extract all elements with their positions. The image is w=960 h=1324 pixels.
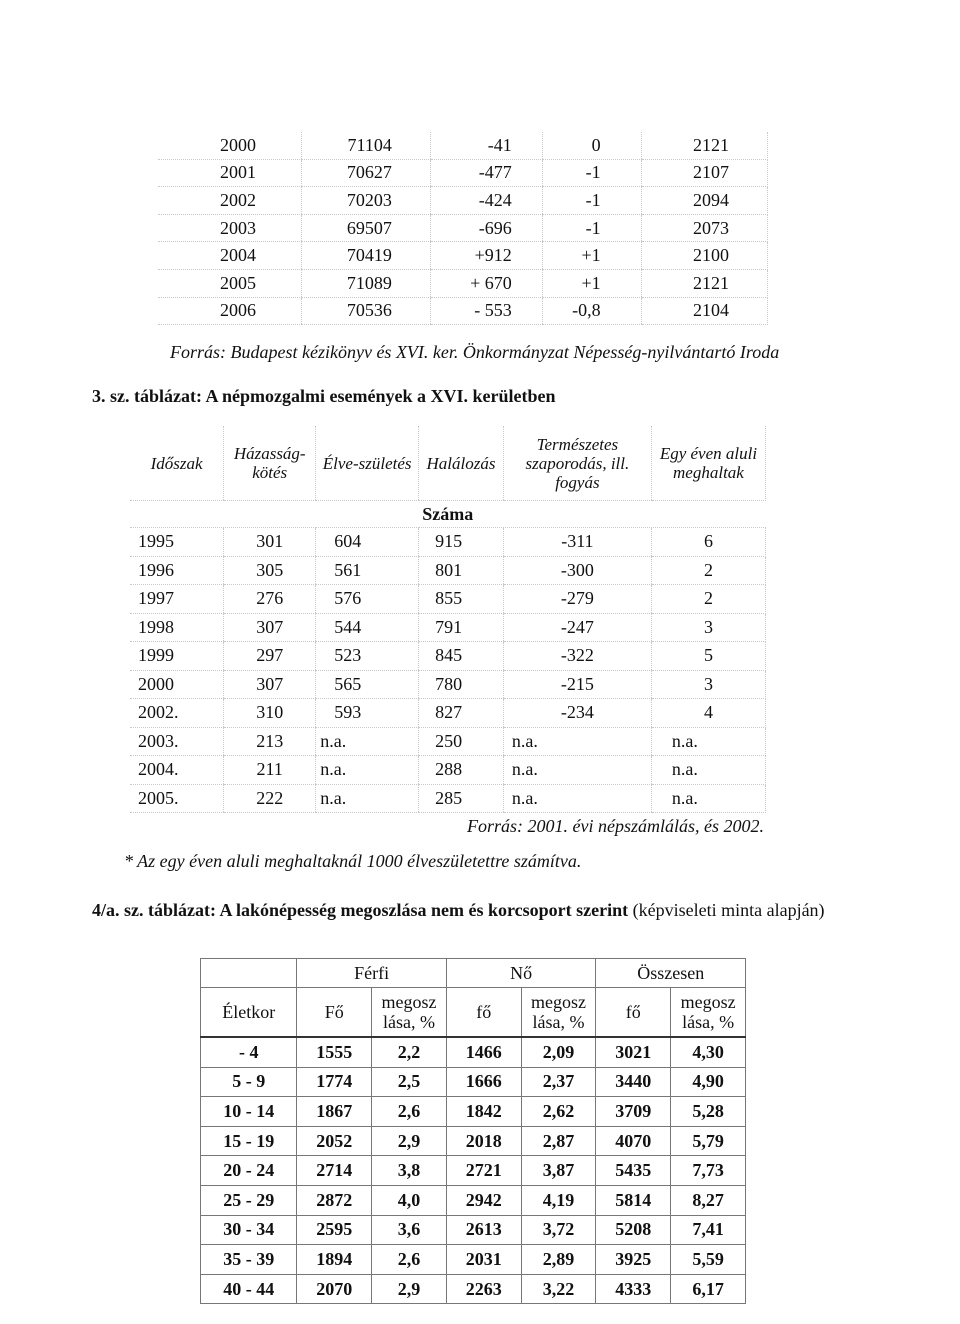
value-cell: -234 [503, 699, 651, 728]
value-cell: 544 [316, 613, 419, 642]
value-cell: -477 [430, 159, 542, 187]
table-row [130, 699, 766, 728]
header-group-female: Nő [446, 959, 596, 988]
value-cell: 2031 [446, 1245, 521, 1275]
value-cell: 3925 [596, 1245, 671, 1275]
table-row [201, 1185, 746, 1215]
value-cell: 4,30 [671, 1037, 746, 1067]
value-cell: 301 [224, 528, 316, 557]
value-cell: 7,41 [671, 1215, 746, 1245]
age-sex-header [201, 959, 746, 1038]
value-cell: 71104 [301, 132, 430, 159]
value-cell: 4,90 [671, 1067, 746, 1097]
value-cell: 285 [419, 784, 504, 813]
header-natural-change: Természetes szaporodás, ill. fogyás [503, 426, 651, 501]
value-cell: 2 [651, 585, 765, 614]
value-cell: 3,87 [521, 1156, 596, 1186]
value-cell: 250 [419, 727, 504, 756]
age-cell: 35 - 39 [201, 1245, 297, 1275]
age-cell: 30 - 34 [201, 1215, 297, 1245]
table-row [201, 1037, 746, 1067]
value-cell: 2121 [641, 269, 767, 297]
value-cell: 70627 [301, 159, 430, 187]
age-cell: 15 - 19 [201, 1126, 297, 1156]
value-cell: 310 [224, 699, 316, 728]
table-row [158, 214, 768, 242]
table-row [201, 1097, 746, 1127]
header-period: Időszak [130, 426, 224, 501]
value-cell: 2263 [446, 1274, 521, 1304]
value-cell: -247 [503, 613, 651, 642]
value-cell: -1 [542, 159, 641, 187]
value-cell: 4,0 [372, 1185, 447, 1215]
year-cell: 2002 [158, 187, 301, 215]
value-cell: 780 [419, 670, 504, 699]
table-row [158, 159, 768, 187]
value-cell: 222 [224, 784, 316, 813]
value-cell: 2872 [297, 1185, 372, 1215]
value-cell: 2,37 [521, 1067, 596, 1097]
period-cell: 2005. [130, 784, 224, 813]
value-cell: 1466 [446, 1037, 521, 1067]
value-cell: 1666 [446, 1067, 521, 1097]
period-cell: 2000 [130, 670, 224, 699]
header-marriage: Házasság-kötés [224, 426, 316, 501]
value-cell: 2,87 [521, 1126, 596, 1156]
value-cell: 307 [224, 613, 316, 642]
vital-events-table [130, 426, 766, 813]
table-row [130, 670, 766, 699]
value-cell: 2,9 [372, 1126, 447, 1156]
value-cell: 307 [224, 670, 316, 699]
value-cell: 2107 [641, 159, 767, 187]
value-cell: 2714 [297, 1156, 372, 1186]
value-cell: 604 [316, 528, 419, 557]
table3-caption [92, 386, 555, 407]
value-cell: -0,8 [542, 297, 641, 325]
value-cell: 1555 [297, 1037, 372, 1067]
value-cell: 2052 [297, 1126, 372, 1156]
age-sex-body [201, 1037, 746, 1304]
value-cell: 70419 [301, 242, 430, 270]
period-cell: 2003. [130, 727, 224, 756]
value-cell: 3440 [596, 1067, 671, 1097]
period-cell: 2002. [130, 699, 224, 728]
value-cell: 4 [651, 699, 765, 728]
header-infant-deaths: Egy éven aluli meghaltak [651, 426, 765, 501]
value-cell: 2,6 [372, 1245, 447, 1275]
value-cell: n.a. [316, 756, 419, 785]
table-row [201, 1067, 746, 1097]
header-births: Élve-születés [316, 426, 419, 501]
value-cell: 2,2 [372, 1037, 447, 1067]
table-row [158, 297, 768, 325]
table2-source: Forrás: 2001. évi népszámlálás, és 2002. [467, 816, 764, 836]
header-row [130, 426, 766, 501]
value-cell: 3,8 [372, 1156, 447, 1186]
table-row [158, 269, 768, 297]
value-cell: 1894 [297, 1245, 372, 1275]
value-cell: 213 [224, 727, 316, 756]
value-cell: +912 [430, 242, 542, 270]
table-row [130, 756, 766, 785]
value-cell: -1 [542, 214, 641, 242]
age-cell: 10 - 14 [201, 1097, 297, 1127]
value-cell: n.a. [503, 756, 651, 785]
header-male-count: Fő [297, 988, 372, 1038]
year-cell: 2006 [158, 297, 301, 325]
table-row [130, 585, 766, 614]
age-cell: 20 - 24 [201, 1156, 297, 1186]
header-age: Életkor [201, 988, 297, 1038]
value-cell: 2070 [297, 1274, 372, 1304]
population-table [158, 132, 768, 325]
value-cell: 2595 [297, 1215, 372, 1245]
period-cell: 1996 [130, 556, 224, 585]
value-cell: n.a. [651, 756, 765, 785]
value-cell: 565 [316, 670, 419, 699]
value-cell: 8,27 [671, 1185, 746, 1215]
value-cell: +1 [542, 242, 641, 270]
table-row [158, 132, 768, 159]
value-cell: 801 [419, 556, 504, 585]
value-cell: 576 [316, 585, 419, 614]
value-cell: 5,28 [671, 1097, 746, 1127]
value-cell: -424 [430, 187, 542, 215]
table-row [201, 1215, 746, 1245]
table-row [158, 187, 768, 215]
header-group-total: Összesen [596, 959, 746, 988]
table-row [130, 727, 766, 756]
table4a-caption [92, 898, 852, 922]
table1-source: Forrás: Budapest kézikönyv és XVI. ker. Önkormányzat Népesség-nyilvántartó Iroda [170, 342, 780, 362]
header-row [201, 988, 746, 1038]
value-cell: -1 [542, 187, 641, 215]
value-cell: 4333 [596, 1274, 671, 1304]
value-cell: -41 [430, 132, 542, 159]
value-cell: 855 [419, 585, 504, 614]
value-cell: 5208 [596, 1215, 671, 1245]
value-cell: 2100 [641, 242, 767, 270]
value-cell: 4,19 [521, 1185, 596, 1215]
value-cell: 0 [542, 132, 641, 159]
value-cell: 6 [651, 528, 765, 557]
caption-text: A népmozgalmi események a XVI. kerületben [205, 386, 556, 406]
age-cell: 5 - 9 [201, 1067, 297, 1097]
period-cell: 1999 [130, 642, 224, 671]
header-group-male: Férfi [297, 959, 447, 988]
header-row [201, 959, 746, 988]
value-cell: -696 [430, 214, 542, 242]
value-cell: n.a. [316, 727, 419, 756]
year-cell: 2000 [158, 132, 301, 159]
value-cell: 3 [651, 613, 765, 642]
value-cell: 2,62 [521, 1097, 596, 1127]
table-row [130, 642, 766, 671]
value-cell: -215 [503, 670, 651, 699]
value-cell: n.a. [651, 727, 765, 756]
value-cell: 6,17 [671, 1274, 746, 1304]
value-cell: 2613 [446, 1215, 521, 1245]
age-cell: 40 - 44 [201, 1274, 297, 1304]
table-row [201, 1274, 746, 1304]
table-row [201, 1126, 746, 1156]
value-cell: 2073 [641, 214, 767, 242]
value-cell: 5814 [596, 1185, 671, 1215]
value-cell: 297 [224, 642, 316, 671]
value-cell: 71089 [301, 269, 430, 297]
value-cell: -300 [503, 556, 651, 585]
value-cell: 2,89 [521, 1245, 596, 1275]
value-cell: 3021 [596, 1037, 671, 1067]
value-cell: 2094 [641, 187, 767, 215]
period-cell: 2004. [130, 756, 224, 785]
value-cell: 2121 [641, 132, 767, 159]
value-cell: + 670 [430, 269, 542, 297]
value-cell: n.a. [651, 784, 765, 813]
value-cell: -311 [503, 528, 651, 557]
header-male-percent: megosz lása, % [372, 988, 447, 1038]
value-cell: 305 [224, 556, 316, 585]
value-cell: 791 [419, 613, 504, 642]
value-cell: 827 [419, 699, 504, 728]
value-cell: 3 [651, 670, 765, 699]
header-deaths: Halálozás [419, 426, 504, 501]
vital-events-body [130, 501, 766, 813]
year-cell: 2005 [158, 269, 301, 297]
value-cell: 1867 [297, 1097, 372, 1127]
year-cell: 2001 [158, 159, 301, 187]
value-cell: 2,09 [521, 1037, 596, 1067]
value-cell: 2104 [641, 297, 767, 325]
value-cell: 3,72 [521, 1215, 596, 1245]
age-cell: - 4 [201, 1037, 297, 1067]
value-cell: 2018 [446, 1126, 521, 1156]
year-cell: 2003 [158, 214, 301, 242]
table-row [158, 242, 768, 270]
table-row [201, 1156, 746, 1186]
caption-number: 3. sz. táblázat: [92, 386, 202, 406]
value-cell: 7,73 [671, 1156, 746, 1186]
population-table-body [158, 132, 768, 325]
header-total-percent: megosz lása, % [671, 988, 746, 1038]
value-cell: n.a. [503, 784, 651, 813]
subheader-row [130, 501, 766, 528]
value-cell: 3,22 [521, 1274, 596, 1304]
value-cell: 2,6 [372, 1097, 447, 1127]
period-cell: 1995 [130, 528, 224, 557]
table-row [130, 613, 766, 642]
value-cell: +1 [542, 269, 641, 297]
value-cell: 2,5 [372, 1067, 447, 1097]
value-cell: 3709 [596, 1097, 671, 1127]
value-cell: 69507 [301, 214, 430, 242]
age-sex-table [200, 958, 746, 1304]
value-cell: 2942 [446, 1185, 521, 1215]
header-total-count: fő [596, 988, 671, 1038]
value-cell: - 553 [430, 297, 542, 325]
table-row [130, 528, 766, 557]
value-cell: n.a. [503, 727, 651, 756]
value-cell: 288 [419, 756, 504, 785]
value-cell: 561 [316, 556, 419, 585]
value-cell: 5,79 [671, 1126, 746, 1156]
value-cell: 523 [316, 642, 419, 671]
period-cell: 1998 [130, 613, 224, 642]
period-cell: 1997 [130, 585, 224, 614]
caption-text: (képviseleti minta alapján) [628, 900, 825, 920]
value-cell: 915 [419, 528, 504, 557]
value-cell: 1774 [297, 1067, 372, 1097]
caption-title: 4/a. sz. táblázat: A lakónépesség megoszlása nem és korcsoport szerint [92, 900, 629, 920]
value-cell: 2 [651, 556, 765, 585]
table2-footnote: * Az egy éven aluli meghaltaknál 1000 élveszületettre számítva. [124, 851, 582, 871]
table-row [130, 784, 766, 813]
value-cell: 5,59 [671, 1245, 746, 1275]
value-cell: 1842 [446, 1097, 521, 1127]
value-cell: 5435 [596, 1156, 671, 1186]
value-cell: n.a. [316, 784, 419, 813]
age-cell: 25 - 29 [201, 1185, 297, 1215]
value-cell: 4070 [596, 1126, 671, 1156]
year-cell: 2004 [158, 242, 301, 270]
value-cell: -279 [503, 585, 651, 614]
value-cell: 3,6 [372, 1215, 447, 1245]
value-cell: 845 [419, 642, 504, 671]
value-cell: 70203 [301, 187, 430, 215]
value-cell: 5 [651, 642, 765, 671]
subheader-count: Száma [130, 501, 766, 528]
value-cell: 276 [224, 585, 316, 614]
value-cell: 211 [224, 756, 316, 785]
value-cell: -322 [503, 642, 651, 671]
value-cell: 70536 [301, 297, 430, 325]
header-empty [201, 959, 297, 988]
table-row [201, 1245, 746, 1275]
header-female-count: fő [446, 988, 521, 1038]
value-cell: 2721 [446, 1156, 521, 1186]
value-cell: 2,9 [372, 1274, 447, 1304]
table-row [130, 556, 766, 585]
header-female-percent: megosz lása, % [521, 988, 596, 1038]
vital-events-header [130, 426, 766, 501]
value-cell: 593 [316, 699, 419, 728]
